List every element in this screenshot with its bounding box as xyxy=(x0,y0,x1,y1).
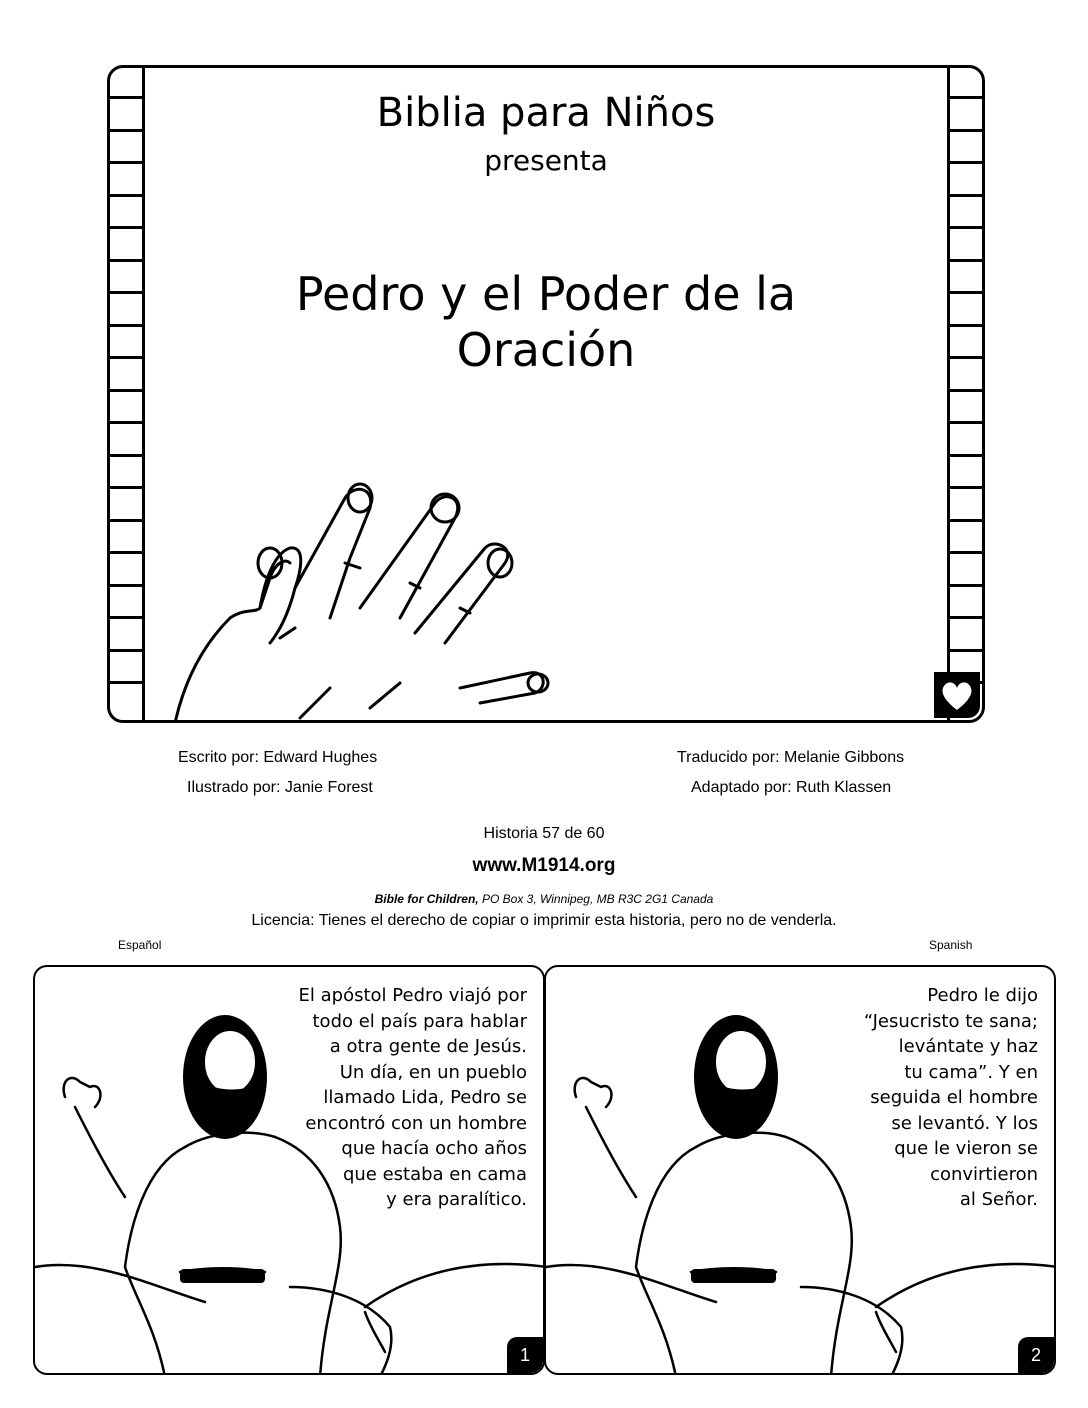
publisher-name: Bible for Children, xyxy=(374,892,479,906)
adapted-by: Adaptado por: Ruth Klassen xyxy=(691,779,892,796)
story-number: Historia 57 de 60 xyxy=(483,825,605,842)
film-strip-divider xyxy=(110,519,142,522)
heart-logo-icon xyxy=(934,672,980,718)
film-strip-divider xyxy=(110,194,142,197)
film-strip-divider xyxy=(950,584,982,587)
film-strip-divider xyxy=(110,324,142,327)
film-strip-divider xyxy=(950,291,982,294)
film-strip-divider xyxy=(110,649,142,652)
film-strip-divider xyxy=(110,421,142,424)
story-panel-1 xyxy=(33,965,545,1375)
film-strip-divider xyxy=(110,616,142,619)
film-strip-divider xyxy=(950,551,982,554)
film-strip-divider xyxy=(950,259,982,262)
film-strip-divider xyxy=(110,584,142,587)
film-strip-divider xyxy=(110,486,142,489)
series-title: Biblia para Niños xyxy=(376,90,716,136)
publisher-address-rest: PO Box 3, Winnipeg, MB R3C 2G1 Canada xyxy=(478,892,714,906)
film-strip-divider xyxy=(950,486,982,489)
film-strip-divider xyxy=(110,454,142,457)
publisher-address xyxy=(0,892,1088,906)
panel-1-number: 1 xyxy=(507,1337,543,1373)
film-strip-divider xyxy=(950,226,982,229)
illustrated-by: Ilustrado por: Janie Forest xyxy=(187,779,373,796)
film-strip-divider xyxy=(950,194,982,197)
film-strip-divider xyxy=(110,551,142,554)
film-strip-divider xyxy=(110,389,142,392)
cover-frame xyxy=(107,65,985,723)
film-strip-divider xyxy=(110,356,142,359)
panel-2-number: 2 xyxy=(1018,1337,1054,1373)
website-link[interactable]: www.M1914.org xyxy=(472,855,616,876)
translated-by: Traducido por: Melanie Gibbons xyxy=(677,749,905,766)
film-strip-divider xyxy=(950,324,982,327)
story-panel-2 xyxy=(544,965,1056,1375)
panel-1-text: El apóstol Pedro viajó por todo el país para hablar a otra gente de Jesús. Un día, en un pueblo llamado Lida, Pedro se encontró con un hombre que hacía ocho años que estaba en cama y era paralítico. xyxy=(298,985,527,1210)
film-strip-divider xyxy=(950,649,982,652)
film-strip-divider xyxy=(110,291,142,294)
presenta-text: presenta xyxy=(484,144,608,177)
film-strip-divider xyxy=(950,616,982,619)
film-strip-divider xyxy=(950,389,982,392)
language-label-left: Español xyxy=(118,938,162,952)
praying-hands-icon xyxy=(170,468,610,723)
license-text: Licencia: Tienes el derecho de copiar o imprimir esta historia, pero no de venderla. xyxy=(251,912,837,929)
film-strip-divider xyxy=(110,226,142,229)
film-strip-divider xyxy=(110,681,142,684)
story-title: Pedro y el Poder de la Oración xyxy=(295,267,797,377)
film-strip-divider xyxy=(950,356,982,359)
written-by: Escrito por: Edward Hughes xyxy=(178,749,378,766)
film-strip-divider xyxy=(110,259,142,262)
language-label-right: Spanish xyxy=(929,938,973,952)
film-strip-divider xyxy=(950,519,982,522)
film-strip-divider xyxy=(950,421,982,424)
film-strip-divider xyxy=(950,454,982,457)
panel-2-text: Pedro le dijo “Jesucristo te sana; levántate y haz tu cama”. Y en seguida el hombre se levantó. Y los que le vieron se convirtieron al Señor. xyxy=(863,985,1038,1210)
